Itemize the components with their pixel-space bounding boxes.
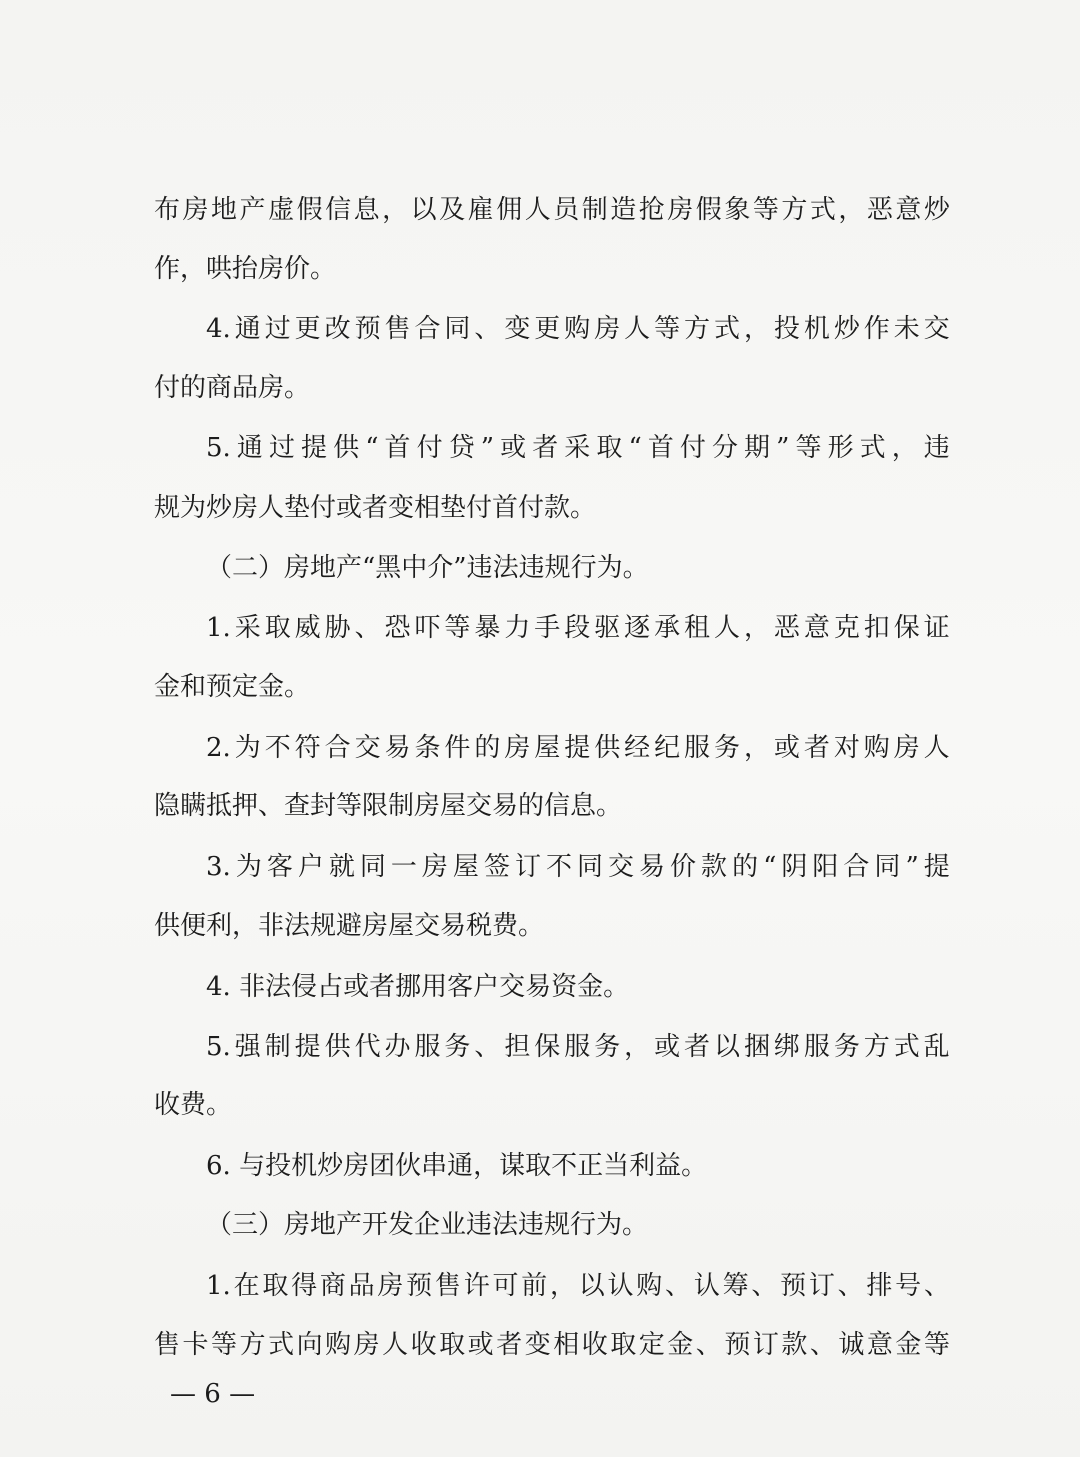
text-glyph: 、: [923, 1271, 950, 1301]
text-glyph: 屋: [534, 733, 561, 763]
text-glyph: 取: [439, 1330, 466, 1360]
text-glyph: 或: [773, 733, 800, 763]
text-line-15: [154, 1027, 950, 1067]
text-line-14: 4. 非法侵占或者挪用客户交易资金。: [206, 972, 630, 1002]
text-glyph: 虚: [268, 195, 295, 225]
text-glyph: 金: [895, 1330, 922, 1360]
text-glyph: 房: [893, 733, 920, 763]
text-glyph: 商: [319, 1271, 346, 1301]
text-glyph: 、: [695, 1330, 722, 1360]
text-glyph: 以: [410, 195, 437, 225]
text-glyph: 条: [414, 733, 441, 763]
text-glyph: 造: [610, 195, 637, 225]
text-glyph: 交: [354, 733, 381, 763]
text-glyph: 款: [781, 1330, 808, 1360]
text-glyph: 为: [235, 852, 262, 882]
text-glyph: 预: [724, 1330, 751, 1360]
text-glyph: 相: [553, 1330, 580, 1360]
text-glyph: 及: [439, 195, 466, 225]
text-glyph: 房: [594, 314, 621, 344]
text-glyph: 服: [684, 733, 711, 763]
text-glyph: 预: [354, 314, 381, 344]
text-glyph: 就: [328, 852, 355, 882]
text-glyph: 者: [803, 733, 830, 763]
text-glyph: 保: [893, 613, 920, 643]
text-glyph: 人: [624, 314, 651, 344]
text-glyph: 人: [524, 195, 551, 225]
section-heading-3: （三）房地产开发企业违法违规行为。: [206, 1210, 649, 1240]
text-glyph: 机: [803, 314, 830, 344]
text-glyph: 购: [325, 1330, 352, 1360]
text-glyph: 胁: [324, 613, 351, 643]
text-glyph: 抢: [638, 195, 665, 225]
text-glyph: 威: [294, 613, 321, 643]
text-glyph: 件: [444, 733, 471, 763]
text-glyph: 地: [211, 195, 238, 225]
text-glyph: ，: [549, 1271, 576, 1301]
text-glyph: 取: [610, 1330, 637, 1360]
text-glyph: 得: [291, 1271, 318, 1301]
text-glyph: 订: [808, 1271, 835, 1301]
text-glyph: 认: [607, 1271, 634, 1301]
text-glyph: 服: [564, 1032, 591, 1062]
text-glyph: 提: [301, 433, 328, 463]
text-glyph: “: [763, 852, 777, 882]
text-line-1: [154, 190, 950, 230]
text-glyph: 售: [434, 1271, 461, 1301]
text-line-5: [154, 428, 950, 468]
text-glyph: 或: [500, 433, 527, 463]
text-glyph: 可: [492, 1271, 519, 1301]
text-glyph: 品: [348, 1271, 375, 1301]
text-glyph: 以: [578, 1271, 605, 1301]
text-glyph: 筹: [722, 1271, 749, 1301]
text-glyph: 作: [863, 314, 890, 344]
text-glyph: 供: [594, 733, 621, 763]
text-glyph: 房: [353, 1330, 380, 1360]
text-glyph: 务: [714, 733, 741, 763]
text-line-4: 付的商品房。: [154, 373, 311, 403]
text-glyph: 收: [581, 1330, 608, 1360]
text-glyph: 同: [576, 852, 603, 882]
text-glyph: ”: [480, 433, 495, 463]
text-line-3: [154, 309, 950, 349]
text-glyph: 信: [325, 195, 352, 225]
text-glyph: 为: [234, 733, 261, 763]
text-glyph: 收: [410, 1330, 437, 1360]
text-glyph: 制: [264, 1032, 291, 1062]
text-glyph: 户: [297, 852, 324, 882]
text-glyph: 签: [483, 852, 510, 882]
text-glyph: 采: [234, 613, 261, 643]
text-glyph: 房: [667, 195, 694, 225]
text-glyph: 吓: [414, 613, 441, 643]
text-glyph: 金: [667, 1330, 694, 1360]
text-glyph: 扣: [863, 613, 890, 643]
text-glyph: 供: [324, 1032, 351, 1062]
text-glyph: 息: [353, 195, 380, 225]
text-glyph: 向: [296, 1330, 323, 1360]
text-glyph: 未: [893, 314, 920, 344]
text-glyph: 租: [684, 613, 711, 643]
text-glyph: 服: [414, 1032, 441, 1062]
text-line-10: [154, 728, 950, 768]
text-glyph: 改: [324, 314, 351, 344]
text-glyph: 雇: [467, 195, 494, 225]
text-glyph: 的: [474, 733, 501, 763]
text-glyph: 变: [524, 1330, 551, 1360]
text-glyph: 号: [895, 1271, 922, 1301]
text-glyph: 、: [665, 1271, 692, 1301]
text-glyph: 前: [521, 1271, 548, 1301]
text-glyph: 供: [333, 433, 360, 463]
text-glyph: 假: [695, 195, 722, 225]
text-line-8: [154, 608, 950, 648]
text-glyph: 取: [264, 613, 291, 643]
text-glyph: 产: [239, 195, 266, 225]
text-line-16: 收费。: [154, 1090, 233, 1120]
text-glyph: 代: [354, 1032, 381, 1062]
text-glyph: 房: [182, 195, 209, 225]
text-glyph: 强: [234, 1032, 261, 1062]
text-glyph: 售: [384, 314, 411, 344]
text-glyph: ”: [905, 852, 919, 882]
text-glyph: 、: [354, 613, 381, 643]
text-glyph: 恐: [384, 613, 411, 643]
text-glyph: 1.: [206, 613, 231, 643]
text-glyph: ，: [891, 433, 918, 463]
text-glyph: 购: [863, 733, 890, 763]
text-glyph: 期: [744, 433, 771, 463]
text-glyph: 、: [474, 314, 501, 344]
text-glyph: 克: [833, 613, 860, 643]
text-glyph: ，: [838, 195, 865, 225]
text-glyph: 5.: [206, 433, 231, 463]
text-line-11: 隐瞒抵押、查封等限制房屋交易的信息。: [154, 791, 623, 821]
text-glyph: 捆: [743, 1032, 770, 1062]
text-glyph: 通: [236, 433, 263, 463]
text-glyph: 预: [780, 1271, 807, 1301]
text-glyph: 符: [294, 733, 321, 763]
text-glyph: 者: [496, 1330, 523, 1360]
text-glyph: 务: [833, 1032, 860, 1062]
text-glyph: 同: [444, 314, 471, 344]
text-glyph: 采: [564, 433, 591, 463]
text-glyph: 排: [866, 1271, 893, 1301]
text-glyph: 人: [714, 613, 741, 643]
text-glyph: 办: [384, 1032, 411, 1062]
text-glyph: 恶: [866, 195, 893, 225]
text-glyph: 变: [504, 314, 531, 344]
text-glyph: 式: [714, 314, 741, 344]
text-glyph: ，: [743, 613, 770, 643]
text-glyph: 首: [384, 433, 411, 463]
text-glyph: ”: [776, 433, 790, 463]
text-glyph: 屋: [452, 852, 479, 882]
text-glyph: 定: [638, 1330, 665, 1360]
text-glyph: 卡: [182, 1330, 209, 1360]
text-glyph: 象: [724, 195, 751, 225]
text-glyph: 通: [234, 314, 261, 344]
text-glyph: 的: [732, 852, 759, 882]
text-glyph: 客: [266, 852, 293, 882]
text-glyph: 合: [414, 314, 441, 344]
text-glyph: “: [628, 433, 642, 463]
text-glyph: 、: [751, 1271, 778, 1301]
text-glyph: 认: [693, 1271, 720, 1301]
text-glyph: 4.: [206, 314, 231, 344]
text-glyph: ，: [382, 195, 409, 225]
text-glyph: 式: [893, 1032, 920, 1062]
text-glyph: 等: [654, 314, 681, 344]
text-glyph: 意: [895, 195, 922, 225]
text-glyph: 付: [416, 433, 443, 463]
text-glyph: 或: [467, 1330, 494, 1360]
text-glyph: ，: [624, 1032, 651, 1062]
text-glyph: 保: [534, 1032, 561, 1062]
text-glyph: 合: [843, 852, 870, 882]
text-glyph: 方: [684, 314, 711, 344]
text-glyph: 式: [859, 433, 886, 463]
text-glyph: 售: [154, 1330, 181, 1360]
text-glyph: 布: [154, 195, 181, 225]
text-glyph: 意: [866, 1330, 893, 1360]
text-glyph: 式: [268, 1330, 295, 1360]
text-glyph: 等: [211, 1330, 238, 1360]
text-glyph: 诚: [838, 1330, 865, 1360]
text-glyph: 提: [294, 1032, 321, 1062]
text-glyph: 取: [262, 1271, 289, 1301]
text-glyph: 纪: [654, 733, 681, 763]
text-glyph: 恶: [773, 613, 800, 643]
text-glyph: 购: [564, 314, 591, 344]
text-line-17: 6. 与投机炒房团伙串通，谋取不正当利益。: [206, 1151, 708, 1181]
text-glyph: 等: [795, 433, 822, 463]
text-glyph: 者: [532, 433, 559, 463]
text-glyph: 、: [809, 1330, 836, 1360]
text-glyph: 等: [923, 1330, 950, 1360]
text-glyph: 意: [803, 613, 830, 643]
text-glyph: 佣: [496, 195, 523, 225]
text-line-9: 金和预定金。: [154, 672, 311, 702]
text-glyph: 服: [803, 1032, 830, 1062]
text-glyph: 分: [711, 433, 738, 463]
text-glyph: 购: [636, 1271, 663, 1301]
text-glyph: 务: [444, 1032, 471, 1062]
text-line-13: 供便利，非法规避房屋交易税费。: [154, 911, 545, 941]
text-line-6: 规为炒房人垫付或者变相垫付首付款。: [154, 493, 597, 523]
text-glyph: 等: [752, 195, 779, 225]
text-glyph: 交: [923, 314, 950, 344]
text-glyph: 对: [833, 733, 860, 763]
text-glyph: 以: [714, 1032, 741, 1062]
page-number: — 6 —: [170, 1379, 256, 1409]
text-glyph: ，: [743, 733, 770, 763]
text-glyph: 方: [781, 195, 808, 225]
text-glyph: 方: [239, 1330, 266, 1360]
text-glyph: 房: [421, 852, 448, 882]
text-glyph: 员: [553, 195, 580, 225]
text-glyph: 、: [474, 1032, 501, 1062]
text-glyph: 付: [679, 433, 706, 463]
text-glyph: 更: [294, 314, 321, 344]
text-glyph: 者: [684, 1032, 711, 1062]
text-glyph: 同: [874, 852, 901, 882]
text-glyph: 手: [534, 613, 561, 643]
text-glyph: 不: [264, 733, 291, 763]
text-glyph: 订: [752, 1330, 779, 1360]
text-glyph: 乱: [923, 1032, 950, 1062]
text-glyph: 过: [268, 433, 295, 463]
text-glyph: 交: [608, 852, 635, 882]
text-glyph: 阳: [812, 852, 839, 882]
text-glyph: 形: [827, 433, 854, 463]
text-glyph: 驱: [594, 613, 621, 643]
text-glyph: 违: [923, 433, 950, 463]
text-glyph: 制: [581, 195, 608, 225]
text-glyph: 式: [809, 195, 836, 225]
text-glyph: 1.: [206, 1271, 231, 1301]
text-glyph: 贷: [448, 433, 475, 463]
text-glyph: 承: [654, 613, 681, 643]
text-glyph: 务: [594, 1032, 621, 1062]
section-heading-2: （二）房地产“黑中介”违法违规行为。: [206, 553, 649, 583]
text-glyph: 经: [624, 733, 651, 763]
text-glyph: 价: [670, 852, 697, 882]
text-glyph: 人: [923, 733, 950, 763]
text-glyph: 首: [647, 433, 674, 463]
text-glyph: 取: [596, 433, 623, 463]
text-glyph: 易: [384, 733, 411, 763]
text-glyph: 、: [837, 1271, 864, 1301]
text-glyph: 款: [701, 852, 728, 882]
text-glyph: 炒: [923, 195, 950, 225]
text-glyph: 炒: [833, 314, 860, 344]
text-glyph: 证: [923, 613, 950, 643]
text-glyph: 订: [514, 852, 541, 882]
text-glyph: 房: [504, 733, 531, 763]
text-glyph: 在: [233, 1271, 260, 1301]
text-glyph: 一: [390, 852, 417, 882]
text-glyph: 5.: [206, 1032, 231, 1062]
text-glyph: 暴: [474, 613, 501, 643]
text-glyph: 方: [863, 1032, 890, 1062]
text-glyph: 房: [377, 1271, 404, 1301]
text-glyph: 逐: [624, 613, 651, 643]
text-glyph: 投: [773, 314, 800, 344]
text-glyph: 担: [504, 1032, 531, 1062]
text-glyph: 3.: [206, 852, 231, 882]
text-glyph: 预: [406, 1271, 433, 1301]
text-glyph: 提: [923, 852, 950, 882]
text-glyph: 易: [639, 852, 666, 882]
text-line-2: 作，哄抬房价。: [154, 254, 337, 284]
text-glyph: ，: [743, 314, 770, 344]
text-line-19: [154, 1266, 950, 1306]
text-glyph: 提: [564, 733, 591, 763]
text-line-12: [154, 847, 950, 887]
text-glyph: 人: [382, 1330, 409, 1360]
text-glyph: 段: [564, 613, 591, 643]
text-glyph: 绑: [773, 1032, 800, 1062]
text-glyph: 阴: [781, 852, 808, 882]
text-glyph: 同: [359, 852, 386, 882]
text-glyph: 许: [463, 1271, 490, 1301]
text-glyph: “: [365, 433, 379, 463]
text-glyph: 等: [444, 613, 471, 643]
text-glyph: 不: [545, 852, 572, 882]
text-glyph: 过: [264, 314, 291, 344]
text-glyph: 力: [504, 613, 531, 643]
text-glyph: 2.: [206, 733, 231, 763]
text-glyph: 假: [296, 195, 323, 225]
text-glyph: 或: [654, 1032, 681, 1062]
text-glyph: 合: [324, 733, 351, 763]
text-glyph: 更: [534, 314, 561, 344]
text-line-20: [154, 1325, 950, 1365]
